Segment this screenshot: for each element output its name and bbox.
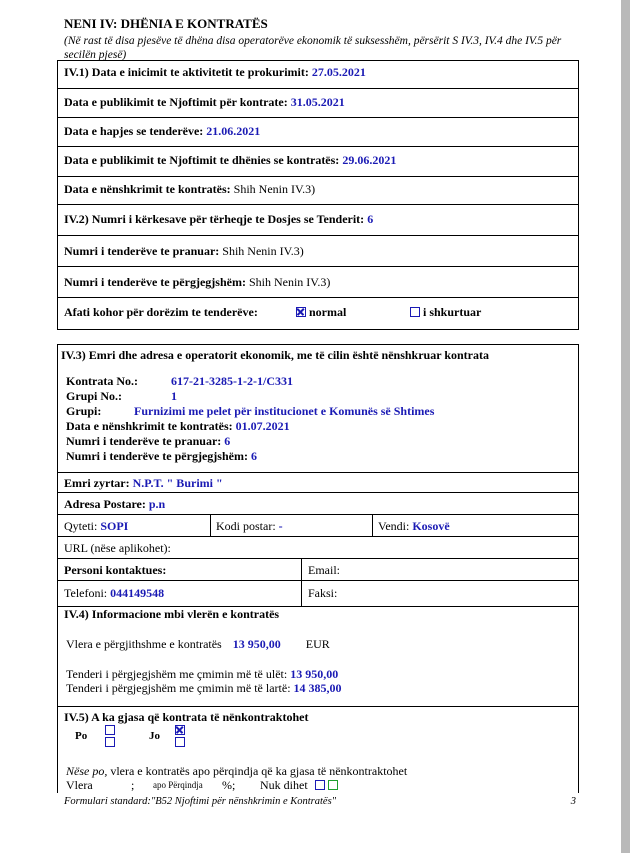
no-label: Jo [149,730,160,742]
subcontracting-heading: IV.5) A ka gjasa që kontrata të nënkontraktohet [64,710,309,724]
group-no-value: 1 [171,389,177,403]
responsive-count-value: 6 [250,449,257,463]
section-title: NENI IV: DHËNIA E KONTRATËS [64,16,268,31]
row-deadline: Afati kohor për dorëzim te tenderëve: normal i shkurtuar [64,305,482,319]
official-name-row: Emri zyrtar: N.P.T. " Burimi " [58,473,578,493]
unknown-checkbox-2[interactable] [328,780,338,790]
row-tenders-received: Numri i tenderëve te pranuar: Shih Nenin IV.3) [58,236,578,267]
received-value: Shih Nenin IV.3) [222,244,304,258]
shortened-checkbox[interactable] [410,307,420,317]
row-tenders-responsive: Numri i tenderëve te përgjegjshëm: Shih Nenin IV.3) [58,267,578,298]
lowest-tender-value: 13 950,00 [290,667,339,681]
city-row: Qyteti: SOPI Kodi postar: - Vendi: Kosovë [58,515,578,537]
yes-checkbox-1[interactable] [105,725,115,735]
contact-row [58,559,578,581]
row-requests: IV.2) Numri i kërkesave për tërheqje te Dosjes se Tenderit: 6 [58,205,578,236]
section-note: (Në rast të disa pjesëve të dhëna disa operatorëve ekonomik të suksesshëm, përsërit S IV.3, IV.4 dhe IV.5 për secilën pjesë) [64,35,562,61]
award-pub-value: 29.06.2021 [342,153,397,167]
unknown-label: Nuk dihet [260,778,308,792]
city-value: SOPI [100,519,129,533]
percent-label: apo Përqindja [153,780,203,790]
group-value: Furnizimi me pelet për institucionet e Komunës së Shtimes [134,404,435,418]
signing-value: Shih Nenin IV.3) [233,182,316,196]
value-heading: IV.4) Informacione mbi vlerën e kontratës [64,607,280,621]
subcontract-question: vlera e kontratës apo përqindja që ka gjasa të nënkontraktohet [110,764,408,778]
operator-heading-row [58,345,578,473]
dates-box [57,60,579,330]
footer [64,796,576,807]
currency: EUR [305,637,330,651]
signing-date-value: 01.07.2021 [235,419,290,433]
contact-person-label: Personi kontaktues: [64,563,167,577]
start-date-value: 27.05.2021 [311,65,366,79]
responsive-value: Shih Nenin IV.3) [248,275,331,289]
operator-box [57,344,579,607]
phone-value: 044149548 [110,586,165,600]
url-row [58,537,578,559]
row-contract-signing: Data e nënshkrimit te kontratës: Shih Nenin IV.3) [58,177,578,205]
row-tender-opening: Data e hapjes se tenderëve: 21.06.2021 [58,118,578,147]
highest-tender-value: 14 385,00 [293,681,342,695]
phone-row: Telefoni: 044149548 Faksi: [58,581,578,607]
row-award-publication: Data e publikimit te Njoftimit te dhënies se kontratës: 29.06.2021 [58,147,578,177]
fax-label: Faksi: [308,586,338,600]
yes-checkbox-2[interactable] [105,737,115,747]
unknown-checkbox-1[interactable] [315,780,325,790]
url-label: URL (nëse aplikohet): [64,541,171,555]
yes-label: Po [75,730,88,742]
opening-value: 21.06.2021 [206,124,261,138]
country-value: Kosovë [412,519,450,533]
row-notice-publication: Data e publikimit te Njoftimit për kontrate: 31.05.2021 [58,89,578,118]
if-yes-label: Nëse po, [66,764,108,778]
normal-checkbox[interactable] [296,307,306,317]
contract-details: Kontrata No.: 617-21-3285-1-2-1/C331 Grupi No.: 1 Grupi: Furnizimi me pelet për institucionet e Komunës së Shtimes Data e nënshkrimit te kontratës: 01.07.2021 Numri i tenderëve te pranuar: 6 Numri i tenderëve te përgjegjshëm: 6 [66,374,435,463]
postal-code-value: - [278,519,283,533]
postal-address-row: Adresa Postare: p.n [58,493,578,515]
operator-heading: IV.3) Emri dhe adresa e operatorit ekonomik, me të cilin është nënshkruar kontrata [61,348,489,362]
notice-pub-value: 31.05.2021 [290,95,345,109]
normal-label: normal [309,305,347,319]
postal-address-value: p.n [148,497,166,511]
section-header [64,16,584,62]
page-number: 3 [570,796,576,807]
footer-form-name: Formulari standard:"B52 Njoftimi për nënshkrimin e Kontratës" [64,796,337,807]
no-checkbox-2[interactable] [175,737,185,747]
requests-value: 6 [367,212,374,226]
contract-no-value: 617-21-3285-1-2-1/C331 [171,374,293,388]
row-start-date: IV.1) Data e inicimit te aktivitetit te prokurimit: 27.05.2021 [58,61,578,89]
page-edge [621,0,630,853]
no-checkbox-1[interactable] [175,725,185,735]
shortened-label: i shkurtuar [423,305,482,319]
received-count-value: 6 [224,434,231,448]
value-label: Vlera [66,778,93,792]
subcontracting-box: IV.5) A ka gjasa që kontrata të nënkontraktohet Po Jo Nëse po, vlera e kontratës apo përqindja që ka gjasa të nënkontraktohet Vlera ; apo Përqindja %; Nuk dihet [57,706,579,793]
official-name-value: N.P.T. " Burimi " [132,476,223,490]
total-value: 13 950,00 [232,637,281,651]
email-label: Email: [308,563,340,577]
value-box: IV.4) Informacione mbi vlerën e kontratës Vlera e përgjithshme e kontratës 13 950,00 EUR Tenderi i përgjegjshëm me çmimin më të ulët: 13 950,00 Tenderi i përgjegjshëm me çmimin më të lartë: 14 385,00 [57,606,579,707]
